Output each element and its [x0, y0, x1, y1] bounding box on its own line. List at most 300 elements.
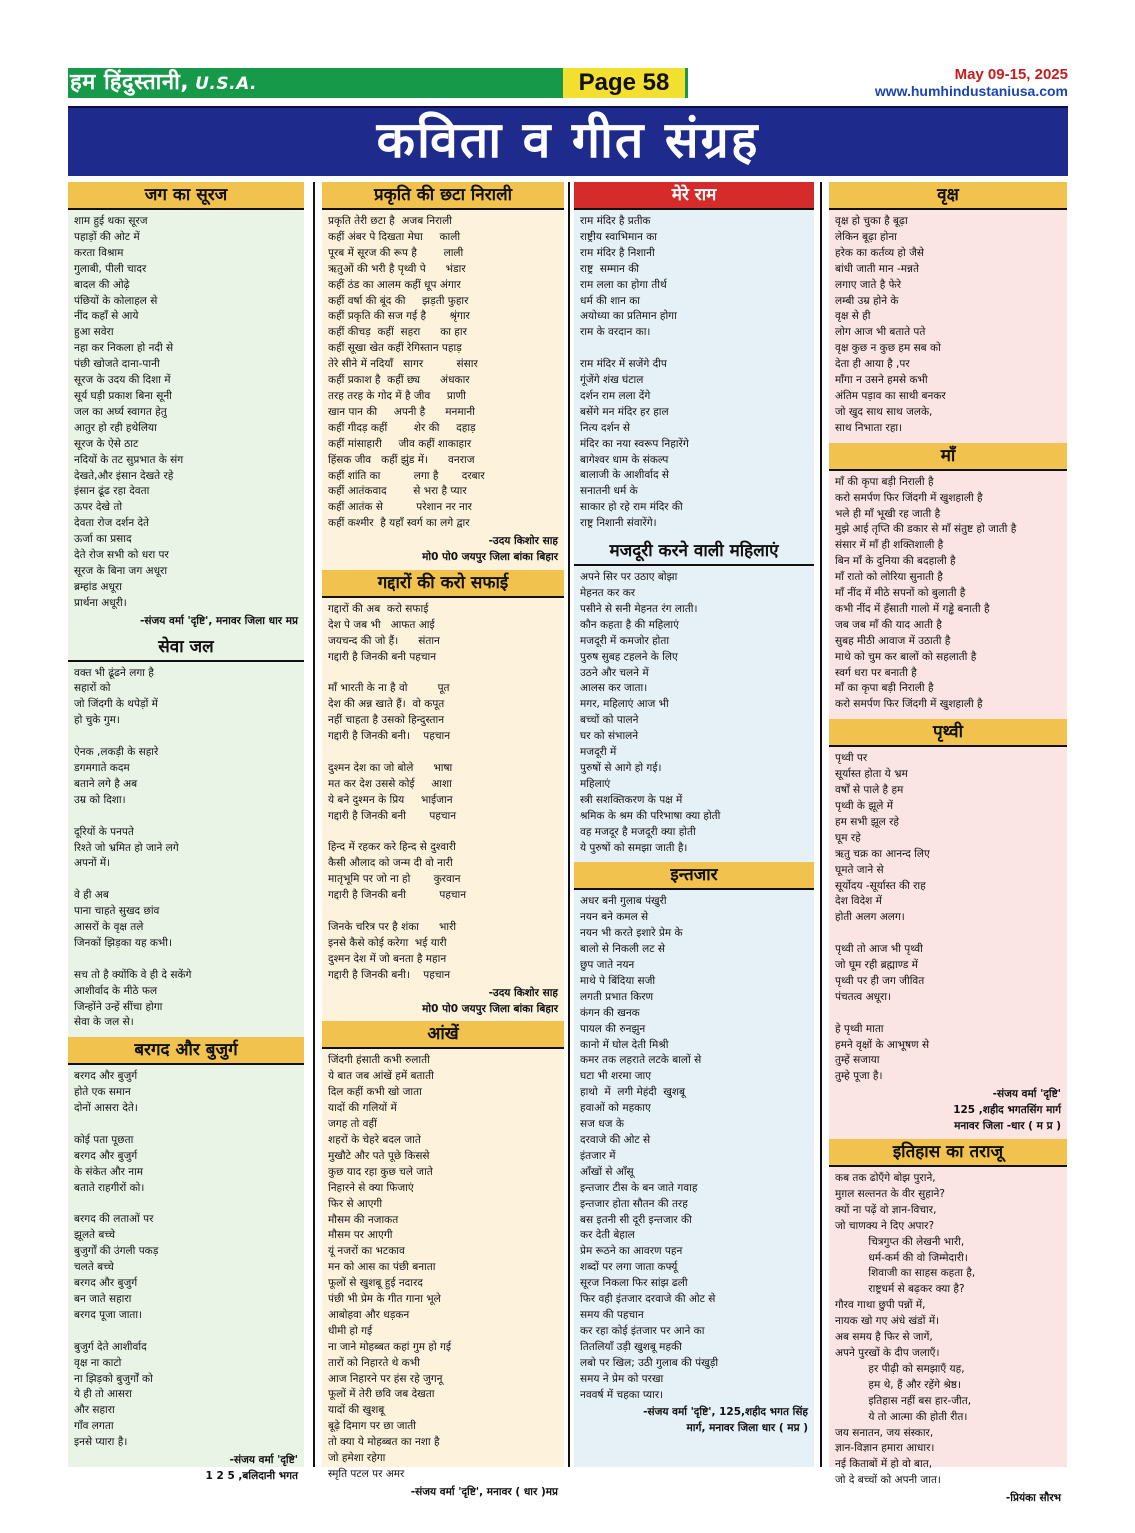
poem-line: बालो से निकली लट से: [580, 943, 665, 956]
poem-line: माँ भारती के ना है वो पूत: [328, 682, 450, 695]
poem-line: भले ही माँ भूखी रह जाती है: [835, 507, 941, 520]
poem-line: वर्षों से पाले है हम: [835, 784, 904, 797]
poem-line: जो खुद साथ साथ जलके,: [835, 405, 933, 418]
poem-line: सहारों को: [74, 682, 111, 695]
poem-line: मुझे आई तृप्ति की डकार से माँ संतुष्ट हो जाती है: [835, 523, 1017, 536]
poem-line: राष्ट्रधर्म से बढ़कर क्या है?: [835, 1283, 965, 1296]
poem-line: [74, 1117, 298, 1133]
poem-line: मन को आस का पंछी बनाता: [328, 1261, 436, 1274]
poem-line: हरेक का कर्तव्य हो जैसे: [835, 246, 924, 259]
poem-line: समय ने प्रेम को परखा: [580, 1372, 664, 1385]
poem-line: लेकिन बूढ़ा होना: [835, 230, 897, 243]
poem-line: सेवा के जल से।: [74, 1016, 134, 1029]
poem-line: दर्शन राम लला देंगे: [580, 389, 651, 402]
poem-line: मजदूरी में: [580, 746, 617, 759]
poem-line: मौसम पर आएगी: [328, 1229, 393, 1242]
poem-line: कुछ याद रहा कुछ चले जाते: [328, 1165, 433, 1178]
poem-line: कभी नींद में हँसाती गालो में गड्ढे बनाती है: [835, 602, 990, 615]
poem-line: ऋतु चक्र का आनन्द लिए: [835, 847, 930, 860]
poem-line: बादल की ओढ़े: [74, 278, 130, 291]
poem-line: पाना चाहते सुखद छांव: [74, 905, 160, 918]
poem-line: कहीं कश्मीर है यहाँ स्वर्ग का लगे द्वार: [328, 517, 470, 530]
poem-body: [574, 566, 814, 858]
poem-line: चलते बच्चे: [74, 1261, 114, 1274]
poem-line: कर रहा कोई इंतजार पर आने का: [580, 1324, 705, 1337]
poem-line: ऊर्जा का प्रसाद: [74, 533, 132, 546]
poem-line: माँ की कृपा बड़ी निराली है: [835, 475, 934, 488]
poem-line: प्रार्थना अधूरी।: [74, 596, 127, 609]
poem-author: 125 ,शहीद भगतसिंग मार्ग: [953, 1104, 1061, 1117]
poem-line: पंचतत्व अधूरा।: [835, 990, 892, 1003]
poem-line: ये बात जब आंखें हमें बताती: [328, 1070, 434, 1083]
poem-line: देश की अन्न खाते हैं। वो कपूत: [328, 698, 445, 711]
poem-body: [322, 210, 564, 534]
poem-line: कहीं मांसाहारी जीव कहीं शाकाहार: [328, 437, 472, 450]
poem-line: मंदिर का नया स्वरूप निहारेंगे: [580, 437, 689, 450]
poem-line: बसेंगे मन मंदिर हर हाल: [580, 405, 669, 418]
poem-author: 1 2 5 ,बलिदानी भगत: [205, 1469, 298, 1482]
poem-line: होते एक समान: [74, 1086, 131, 1099]
poem-line: देखते,और इंसान देखते रहे: [74, 469, 174, 482]
poem-line: खान पान की अपनी है मनमानी: [328, 405, 475, 418]
poem-line: ये तो आत्मा की होती रीत।: [835, 1410, 968, 1423]
poem-title: गद्दारों की करो सफाई: [322, 570, 564, 598]
poem-line: [74, 952, 298, 968]
poem-line: इंसान ढूंढ रहा देवता: [74, 485, 150, 498]
poem-line: जो चाणक्य ने दिए अपार?: [835, 1219, 935, 1232]
poem-body: [574, 890, 814, 1405]
poem-author: -उदय किशोर साह: [488, 986, 558, 999]
page-number: Page 58: [563, 68, 685, 98]
poem-line: स्त्री सशक्तिकरण के पक्ष में: [580, 793, 683, 806]
poem-line: राम मंदिर है प्रतीक: [580, 215, 651, 227]
poem-line: नायक खो गए अंधे खंडों में।: [835, 1315, 940, 1328]
poem-line: मत कर देश उससे कोई आशा: [328, 777, 452, 790]
poem-line: दूरियों के पनपते: [74, 825, 134, 838]
poem-line: क्यों ना पढ़ें वो ज्ञान-विचार,: [835, 1203, 937, 1216]
poem-line: अधर बनी गुलाब पंखुरी: [580, 895, 667, 908]
poem-line: कहीं गीदड़ कहीं शेर की दहाड़: [328, 421, 476, 434]
poem-line: जिन्होंने उन्हें सींचा होगा: [74, 1000, 163, 1013]
poem-line: धीमी हो गई: [328, 1324, 373, 1337]
poem-line: गद्दारी है जिनकी बनी। पहचान: [328, 730, 451, 743]
poem-title: इन्तजार: [574, 862, 814, 890]
poem-line: गद्दारी है जिनकी बनी। पहचान: [328, 968, 451, 981]
poem-line: गौरव गाथा छुपी पन्नों में,: [835, 1299, 926, 1312]
poem-line: मातृभूमि पर जो ना हो कुरवान: [328, 873, 461, 886]
poem-line: नयन भी करते इशारे प्रेम के: [580, 927, 683, 940]
poem-body: [68, 210, 304, 614]
poem-line: कहीं आतंकवाद से भरा है प्यार: [328, 485, 467, 498]
poem-body: [829, 471, 1067, 716]
poem-line: बरगद और बुजुर्ग: [74, 1277, 138, 1290]
poem-line: सूरज निकला फिर सांझ ढली: [580, 1277, 688, 1290]
poem-line: इन्तजार होता सौतन की तरह: [580, 1197, 688, 1210]
poem-column-2: [322, 182, 564, 1498]
poem-line: पृथ्वी के झूले में: [835, 800, 893, 812]
poem-line: [835, 1006, 1061, 1022]
poem-line: बरगद और बुजुर्ग: [74, 1149, 138, 1162]
poem-line: घूमते जाने से: [835, 863, 884, 876]
poem-title: पृथ्वी: [829, 719, 1067, 747]
poem-title: मेरे राम: [574, 182, 814, 210]
poem-line: बताने लगे है अब: [74, 777, 138, 790]
poem-line: इनसे प्यारा है।: [74, 1436, 128, 1449]
poem-line: शाम हुई थका सूरज: [74, 215, 148, 227]
poem-line: कहीं सूखा खेत कहीं रेगिस्तान पहाड़: [328, 342, 462, 355]
poem-line: तुम्हे पूजा है।: [835, 1070, 883, 1083]
column-divider: [568, 182, 570, 1467]
poem-line: गुलाबी, पीली चादर: [74, 262, 147, 275]
poem-line: मुग़ल सल्तनत के वीर सुहाने?: [835, 1187, 945, 1200]
poem-line: तितलियाँ उड़ी खुशबू महकी: [580, 1340, 682, 1353]
poem-line: लगाए जाते है फेरे: [835, 278, 902, 291]
poem-line: जय सनातन, जय संस्कार,: [835, 1426, 934, 1439]
poem-line: चित्रगुप्त की लेखनी भारी,: [835, 1235, 965, 1248]
poem-line: लोग आज भी बताते पते: [835, 326, 926, 339]
poem-line: दिल कहीं कभी खो जाता: [328, 1086, 422, 1099]
poem-title: इतिहास का तराजू: [829, 1139, 1067, 1167]
poem-line: पूरब में सूरज की रूप है लाली: [328, 246, 464, 259]
poem-line: धर्म-कर्म की वो जिम्मेदारी।: [835, 1251, 968, 1264]
poem-line: राम लला का होगा तीर्थ: [580, 278, 667, 291]
poem-line: राम मंदिर है निशानी: [580, 246, 655, 259]
poem-line: नयन बने कमल से: [580, 911, 649, 924]
poem-line: मजदूरी में कमजोर होता: [580, 634, 670, 647]
poem-line: ये ही तो आसरा: [74, 1388, 132, 1401]
poem-line: छुप जाते नयन: [580, 959, 635, 972]
poem-line: प्रेम रूठने का आवरण पहन: [580, 1245, 683, 1258]
poem-line: देवता रोज दर्शन देते: [74, 517, 150, 530]
poem-line: तुम्हें सजाया: [835, 1054, 880, 1067]
poem-line: और सहारा: [74, 1404, 115, 1417]
poem-line: नववर्ष में चहका प्यार।: [580, 1388, 664, 1401]
poem-line: राष्ट्र सम्मान की: [580, 262, 640, 275]
poem-line: [328, 745, 558, 761]
poem-line: कमर तक लहराते लटके बालों से: [580, 1054, 702, 1067]
poem-line: सूर्योदय -सूर्यास्त की राह: [835, 879, 926, 892]
poem-line: हवाओं को महकाए: [580, 1102, 651, 1115]
poem-line: बरगद की लताओं पर: [74, 1213, 154, 1226]
poem-title: आंखें: [322, 1021, 564, 1049]
poem-line: इतिहास नहीं बस हार-जीत,: [835, 1394, 972, 1407]
poem-line: करो समर्पण फिर जिंदगी में खुशहाली है: [835, 491, 983, 504]
poem-author: -प्रियंका सौरभ: [1005, 1492, 1061, 1505]
poem-line: इनसे कैसे कोई करेगा भई यारी: [328, 936, 447, 949]
poem-author: -संजय वर्मा 'दृष्टि', मनावर ( धार )मप्र: [410, 1485, 558, 1498]
poem-line: कब तक ढोएँगे बोझ पुराने,: [835, 1172, 936, 1184]
poem-line: बुजुर्गों की उंगली पकड़: [74, 1245, 159, 1258]
poem-line: शिवाजी का साहस कहता है,: [835, 1267, 976, 1280]
poem-line: आसरों के वृक्ष तले: [74, 921, 144, 934]
poem-line: बन जाते सहारा: [74, 1293, 132, 1305]
poem-line: हमने वृक्षों के आभूषण से: [835, 1038, 930, 1051]
poem-line: घटा भी शरमा जाए: [580, 1070, 652, 1083]
poem-line: बुजुर्ग देते आशीर्वाद: [74, 1340, 147, 1353]
poem-line: आँखों से आँसू: [580, 1165, 634, 1178]
poem-line: हम थे, हैं और रहेंगे श्रेष्ठ।: [835, 1378, 961, 1391]
poem-title: जग का सूरज: [68, 182, 304, 210]
poem-line: आज निहारने पर हंस रहे जुगनू: [328, 1372, 443, 1385]
poem-title: सेवा जल: [68, 634, 304, 662]
poem-line: तरह तरह के गोद में है जीव प्राणी: [328, 389, 466, 402]
poem-line: जगह तो वहीं: [328, 1118, 377, 1131]
poem-line: दरवाजे की ओट से: [580, 1134, 651, 1147]
poem-author: -उदय किशोर साह: [488, 535, 558, 548]
poem-line: बांधी जाती मान -मन्नते: [835, 262, 919, 275]
poem-line: श्रमिक के श्रम की परिभाषा क्या होती: [580, 809, 721, 822]
poem-line: नई किताबों में हो वो बात,: [835, 1458, 933, 1471]
column-divider: [313, 182, 315, 1467]
poem-line: कंगन की खनक: [580, 1006, 640, 1019]
poem-line: हिंसक जीव कहीं झुंड में। वनराज: [328, 453, 475, 466]
poem-line: जयचन्द की जो हैं। संतान: [328, 634, 440, 647]
poem-line: शहरों के चेहरे बदल जाते: [328, 1133, 421, 1146]
poem-line: [74, 809, 298, 825]
poem-line: फिर से आएगी: [328, 1197, 383, 1210]
poem-line: राम मंदिर में सजेंगे दीप: [580, 358, 667, 371]
poem-line: बस इतनी सी दूरी इन्तजार की: [580, 1213, 692, 1226]
poem-line: हुआ सवेरा: [74, 326, 114, 339]
poem-line: यूं नजरों का भटकाव: [328, 1245, 405, 1258]
poem-body: [829, 210, 1067, 439]
poem-line: आलस कर जाता।: [580, 682, 648, 695]
poem-line: दुश्मन देश का जो बोले भाषा: [328, 761, 453, 774]
poem-line: पंछी खोजते दाना-पानी: [74, 358, 160, 371]
poem-line: कहीं आतंक से परेशान नर नार: [328, 501, 472, 514]
column-divider: [820, 182, 822, 1467]
poem-line: बालाजी के आशीर्वाद से: [580, 469, 669, 482]
poem-line: कर देती बेहाल: [580, 1229, 635, 1242]
poem-author: -संजय वर्मा 'दृष्टि': [229, 1454, 298, 1467]
poem-line: डगमगाते कदम: [74, 761, 130, 774]
poem-line: तारों को निहारते थे कभी: [328, 1356, 420, 1369]
poem-author: -संजय वर्मा 'दृष्टि', मनावर जिला धार मप्र: [140, 614, 298, 627]
poem-line: उठने और चलने में: [580, 666, 649, 679]
poem-line: सुबह मीठी आवाज में उठाती है: [835, 634, 951, 647]
poem-line: मेहनत कर कर: [580, 587, 636, 600]
poem-column-4: [829, 182, 1067, 1505]
poem-line: बूढ़े दिमाग पर छा जाती: [328, 1420, 417, 1433]
poem-line: तेरे सीने में नदियाँ सागर संसार: [328, 358, 478, 371]
poem-line: सज धज के: [580, 1118, 624, 1131]
poem-line: स्वर्ग धरा पर बनाती है: [835, 666, 917, 679]
poem-line: अपने पुरखों के दीप जलाएँ।: [835, 1346, 940, 1359]
poem-line: ना जाने मोहब्बत कहां गुम हो गई: [328, 1340, 452, 1353]
poem-line: ब्रम्हांड अधूरा: [74, 580, 122, 593]
poem-line: जल का अर्घ्य स्वागत हेतु: [74, 405, 167, 418]
poem-body: [322, 1049, 564, 1484]
poem-author: मो0 पो0 जयपुर जिला बांका बिहार: [422, 1002, 558, 1015]
website-link[interactable]: www.humhindustaniusa.com: [874, 83, 1068, 99]
poem-line: लबो पर खिल; उठी गुलाब की पंखुड़ी: [580, 1356, 719, 1369]
poem-line: ये पुरुषों को समझा जाती है।: [580, 841, 688, 854]
poem-line: [328, 666, 558, 682]
poem-line: जो दे बच्चों को अपनी जात।: [835, 1474, 941, 1487]
poem-line: राष्ट्र निशानी संवारेंगे।: [580, 517, 657, 530]
poem-line: अयोध्या का प्रतिमान होगा: [580, 310, 677, 323]
poem-line: देता ही आया है ,पर: [835, 358, 910, 371]
poem-line: माँगा न उसने हमसे कभी: [835, 374, 928, 387]
poem-author: मो0 पो0 जयपुर जिला बांका बिहार: [422, 551, 558, 564]
poem-line: पसीने से सनी मेहनत रंग लाती।: [580, 602, 698, 615]
poem-line: राम के वरदान का।: [580, 326, 651, 339]
poem-line: आशीर्वाद के मीठे फल: [74, 984, 158, 997]
poem-line: करता विश्राम: [74, 246, 124, 259]
poem-body: [68, 662, 304, 1034]
poem-line: ऋतुओं की भरी है पृथ्वी पे भंडार: [328, 262, 466, 275]
poem-line: कहीं अंबर पे दिखता मेघा काली: [328, 230, 461, 243]
poem-body: [322, 598, 564, 986]
poem-line: कहीं वर्षा की बूंद की झड़ती फुहार: [328, 294, 469, 307]
poem-line: सच तो है क्योंकि वे ही दे सकेंगे: [74, 968, 192, 981]
poem-author: -संजय वर्मा 'दृष्टि': [992, 1088, 1061, 1101]
poem-line: जो हमेशा रहेगा: [328, 1452, 386, 1465]
poem-line: पुरुषों से आगे हो गई।: [580, 761, 662, 774]
poem-line: देश पे जब भी आफत आई: [328, 618, 435, 631]
poem-line: बच्चों को पालने: [580, 714, 639, 727]
poem-line: [74, 1324, 298, 1340]
poem-line: घर को संभालने: [580, 730, 639, 743]
poem-line: जब जब माँ की याद आती है: [835, 618, 942, 631]
poem-line: कहीं प्रकाश है कहीं छ्य अंधकार: [328, 374, 470, 387]
poem-line: आतुर हो रही हथेलिया: [74, 421, 157, 434]
poem-line: झूलते बच्चे: [74, 1229, 116, 1242]
poem-line: [328, 904, 558, 920]
poem-line: हर पीढ़ी को समझाएँ यह,: [835, 1362, 965, 1375]
poem-line: कहीं कीचड़ कहीं सहरा का हार: [328, 326, 467, 339]
poem-line: साथ निभाता रहा।: [835, 421, 903, 434]
poem-line: मुखौटे और पते पूछे किससे: [328, 1149, 430, 1162]
poem-line: अपने सिर पर उठाए बोझा: [580, 571, 678, 584]
poem-line: वह मजदूर है मजदूरी क्या होती: [580, 825, 696, 838]
poem-line: माँ का कृपा बड़ी निराली है: [835, 682, 934, 695]
poem-line: जो जिंदगी के थपेड़ों में: [74, 698, 158, 711]
poem-line: फिर वही इंतजार दरवाजे की ओट से: [580, 1293, 716, 1306]
poem-line: वे ही अब: [74, 889, 109, 902]
poem-line: सूरज के ऐसे ठाट: [74, 437, 139, 450]
poem-line: [74, 1197, 298, 1213]
poem-line: सूरज के उदय की दिशा में: [74, 374, 171, 387]
poem-line: अपनों में।: [74, 857, 111, 870]
poem-body: [829, 1167, 1067, 1491]
poem-line: हिन्द में रहकर करे हिन्द से दुश्वारी: [328, 841, 456, 854]
poem-line: लम्बी उम्र होने के: [835, 294, 899, 307]
poem-line: वृक्ष कुछ न कुछ हम सब को: [835, 342, 941, 355]
poem-line: वृक्ष हो चुका है बूढ़ा: [835, 215, 908, 227]
poem-line: [580, 341, 808, 357]
poem-line: हम सभी झूल रहे: [835, 815, 899, 828]
poem-line: शब्दों पर लगा जाता कर्फ्यू: [580, 1261, 678, 1274]
poem-line: गद्दारों की अब करो सफाई: [328, 602, 429, 615]
poem-column-1: [68, 182, 304, 1482]
poem-line: पृथ्वी तो आज भी पृथ्वी: [835, 943, 923, 956]
poem-line: नित्य दर्शन से: [580, 421, 630, 434]
poem-line: फूलों से खुशबू हुई नदारद: [328, 1277, 423, 1290]
poem-line: देते रोज सभी को धरा पर: [74, 549, 169, 562]
poem-line: पायल की रुनझुन: [580, 1022, 646, 1035]
poem-line: कोई पता पूछता: [74, 1133, 134, 1146]
poem-line: माथे पे बिंदिया सजी: [580, 974, 656, 987]
poem-line: गद्दारी है जिनकी बनी पहचान: [328, 889, 467, 902]
poem-line: उम्र को दिशा।: [74, 793, 126, 806]
poem-title: बरगद और बुजुर्ग: [68, 1037, 304, 1065]
poem-line: इन्तजार टीस के बन जाते गवाह: [580, 1181, 698, 1194]
poem-column-3: [574, 182, 814, 1467]
poem-line: प्रकृति तेरी छटा है अजब निराली: [328, 215, 452, 227]
poem-line: नहीं चाहता है उसको हिन्दुस्तान: [328, 714, 445, 727]
poem-line: हे पृथ्वी माता: [835, 1022, 884, 1035]
poem-line: ना झिड़को बुजुर्गों को: [74, 1372, 153, 1385]
poem-author: मार्ग, मनावर जिला धार ( मप्र ): [686, 1422, 808, 1435]
poem-body: [574, 210, 814, 534]
poem-line: बरगद पूजा जाता।: [74, 1308, 143, 1321]
poem-line: [74, 729, 298, 745]
poem-line: [328, 825, 558, 841]
poem-line: पंछी भी प्रेम के गीत गाना भूले: [328, 1293, 441, 1306]
poem-line: वृक्ष ना काटो: [74, 1356, 122, 1369]
poem-line: ये बने दुश्मन के प्रिय भाईजान: [328, 793, 453, 806]
poem-line: पहाड़ों की ओट में: [74, 230, 140, 243]
poem-line: कौन कहता है की महिलाएं: [580, 618, 679, 631]
poem-line: जो घूम रही ब्रह्माण्ड में: [835, 959, 918, 972]
poem-body: [829, 747, 1067, 1087]
poem-line: यादों की खुशबू: [328, 1404, 385, 1417]
poem-line: देश विदेश में: [835, 895, 882, 908]
poem-line: धर्म की शान का: [580, 294, 641, 307]
poem-line: गाँव लगता: [74, 1420, 114, 1433]
poem-line: स्मृति पटल पर अमर: [328, 1468, 405, 1480]
poem-line: [835, 926, 1061, 942]
poem-line: कैसी औलाद को जन्म दी वो नारी: [328, 857, 453, 870]
poem-line: नींद कहाँ से आये: [74, 310, 139, 323]
poem-line: गद्दारी है जिनकी बनी पहचान: [328, 809, 457, 822]
poem-line: महिलाएं: [580, 777, 611, 790]
poem-line: अंतिम पड़ाव का साथी बनकर: [835, 389, 946, 402]
poem-line: घूम रहे: [835, 831, 861, 844]
poem-title: मजदूरी करने वाली महिलाएं: [574, 538, 814, 566]
poem-line: जिंदगी हंसाती कभी रुलाती: [328, 1054, 430, 1067]
poem-line: कहीं शांति का लगा है दरबार: [328, 469, 485, 482]
poem-line: माँ नींद में मीठे सपनों को बुलाती है: [835, 587, 966, 600]
section-title: कविता व गीत संग्रह: [376, 111, 760, 169]
poem-line: समय की पहचान: [580, 1308, 644, 1321]
poem-line: साकार हो रहे राम मंदिर की: [580, 501, 683, 514]
poem-line: नहा कर निकला हो नदी से: [74, 342, 174, 355]
poem-line: सूर्यास्त होता ये भ्रम: [835, 768, 908, 781]
poem-line: [74, 872, 298, 888]
poem-line: कानो में घोल देती मिश्री: [580, 1038, 669, 1051]
poem-line: करो समर्पण फिर जिंदगी में खुशहाली है: [835, 698, 983, 711]
poem-line: पृथ्वी पर ही जग जीवित: [835, 974, 925, 987]
poem-line: वक्त भी ढूंढने लगा है: [74, 666, 154, 679]
poem-line: होती अलग अलग।: [835, 911, 905, 924]
poem-line: ज्ञान-विज्ञान हमारा आधार।: [835, 1442, 935, 1455]
poem-line: रिश्ते जो भ्रमित हो जाने लगे: [74, 841, 179, 854]
issue-date: May 09-15, 2025: [954, 66, 1068, 83]
poem-line: निहारने से क्या फिजाएं: [328, 1181, 414, 1194]
poem-line: माथे को चुम कर बालों को सहलाती है: [835, 650, 977, 663]
poem-line: हाथो में लगी मेहंदी खुशबू: [580, 1086, 685, 1099]
poem-line: बागेश्वर धाम के संकल्प: [580, 453, 669, 466]
poem-line: अब समय है फिर से जागें,: [835, 1331, 933, 1344]
poem-body: [68, 1065, 304, 1453]
poem-line: वृक्ष से ही: [835, 310, 871, 323]
poem-line: गद्दारी है जिनकी बनी पहचान: [328, 650, 437, 663]
poem-line: फूलों में तेरी छवि जब देखता: [328, 1388, 435, 1401]
poem-line: के संकेत और नाम: [74, 1165, 144, 1178]
poem-line: पुरुष सुबह टहलने के लिए: [580, 650, 678, 663]
